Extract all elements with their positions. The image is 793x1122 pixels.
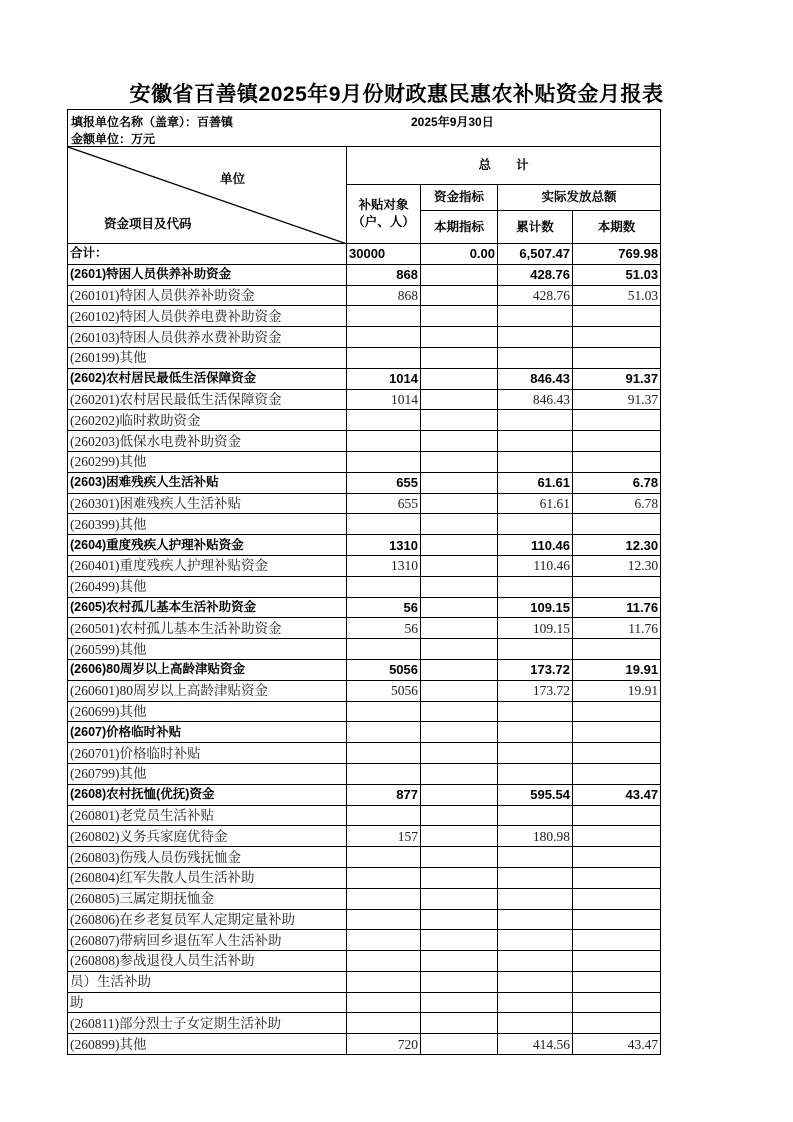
row-index <box>421 347 498 368</box>
item-row <box>68 639 661 660</box>
row-targets <box>347 805 421 826</box>
row-cumulative: 173.72 <box>498 680 573 701</box>
row-index <box>421 909 498 930</box>
row-label: 员）生活补助 <box>68 971 347 992</box>
category-row <box>68 368 661 389</box>
row-index <box>421 826 498 847</box>
row-label: (260808)参战退役人员生活补助 <box>68 951 347 972</box>
header-current-index: 本期指标 <box>421 211 498 244</box>
item-row <box>68 951 661 972</box>
row-targets <box>347 888 421 909</box>
row-current <box>573 514 661 535</box>
row-targets <box>347 327 421 348</box>
row-label: (260301)困难残疾人生活补贴 <box>68 493 347 514</box>
item-row <box>68 618 661 639</box>
row-current: 6.78 <box>573 472 661 493</box>
row-targets <box>347 576 421 597</box>
row-targets <box>347 992 421 1013</box>
row-label: (260701)价格临时补贴 <box>68 743 347 764</box>
row-cumulative <box>498 763 573 784</box>
row-current <box>573 743 661 764</box>
row-targets: 157 <box>347 826 421 847</box>
row-current <box>573 971 661 992</box>
info-cell <box>68 110 661 147</box>
row-targets <box>347 306 421 327</box>
row-cumulative <box>498 930 573 951</box>
item-row <box>68 992 661 1013</box>
row-current <box>573 576 661 597</box>
row-index <box>421 930 498 951</box>
row-label: (2602)农村居民最低生活保障资金 <box>68 368 347 389</box>
total-cumulative: 6,507.47 <box>498 244 573 265</box>
row-cumulative: 180.98 <box>498 826 573 847</box>
item-row <box>68 327 661 348</box>
row-label: (2608)农村抚恤(优抚)资金 <box>68 784 347 805</box>
row-index <box>421 472 498 493</box>
row-cumulative: 173.72 <box>498 659 573 680</box>
row-cumulative <box>498 888 573 909</box>
row-cumulative <box>498 431 573 452</box>
row-current: 6.78 <box>573 493 661 514</box>
row-targets <box>347 847 421 868</box>
row-targets: 1014 <box>347 368 421 389</box>
row-index <box>421 306 498 327</box>
row-current <box>573 701 661 722</box>
row-current <box>573 826 661 847</box>
item-row <box>68 909 661 930</box>
row-cumulative <box>498 951 573 972</box>
row-current <box>573 639 661 660</box>
row-index <box>421 951 498 972</box>
row-label: (260599)其他 <box>68 639 347 660</box>
row-targets: 1310 <box>347 555 421 576</box>
row-index <box>421 992 498 1013</box>
row-current <box>573 930 661 951</box>
row-current: 12.30 <box>573 555 661 576</box>
row-targets <box>347 722 421 743</box>
row-cumulative: 414.56 <box>498 1034 573 1055</box>
header-current-period: 本期数 <box>573 211 661 244</box>
row-current <box>573 888 661 909</box>
row-index <box>421 847 498 868</box>
row-targets <box>347 701 421 722</box>
total-index: 0.00 <box>421 244 498 265</box>
row-cumulative <box>498 847 573 868</box>
row-index <box>421 1013 498 1034</box>
row-cumulative: 110.46 <box>498 535 573 556</box>
row-cumulative <box>498 1013 573 1034</box>
item-row <box>68 680 661 701</box>
row-targets: 720 <box>347 1034 421 1055</box>
row-label: (260102)特困人员供养电费补助资金 <box>68 306 347 327</box>
row-index <box>421 368 498 389</box>
item-row <box>68 451 661 472</box>
row-label: (260101)特困人员供养补助资金 <box>68 285 347 306</box>
row-label: (260899)其他 <box>68 1034 347 1055</box>
item-row <box>68 826 661 847</box>
row-cumulative: 61.61 <box>498 493 573 514</box>
item-row <box>68 1034 661 1055</box>
row-current <box>573 722 661 743</box>
header-unit: 单位 <box>220 172 246 186</box>
row-cumulative <box>498 451 573 472</box>
row-index <box>421 722 498 743</box>
row-index <box>421 618 498 639</box>
row-label: (260804)红军失散人员生活补助 <box>68 867 347 888</box>
row-targets: 877 <box>347 784 421 805</box>
row-label: (260103)特困人员供养水费补助资金 <box>68 327 347 348</box>
row-targets <box>347 867 421 888</box>
row-index <box>421 264 498 285</box>
row-label: (260601)80周岁以上高龄津贴资金 <box>68 680 347 701</box>
row-current <box>573 805 661 826</box>
item-row <box>68 389 661 410</box>
header-subsidy-target-unit: （户、人） <box>352 215 415 229</box>
row-cumulative: 61.61 <box>498 472 573 493</box>
row-current: 11.76 <box>573 597 661 618</box>
item-row <box>68 805 661 826</box>
item-row <box>68 763 661 784</box>
row-index <box>421 597 498 618</box>
row-cumulative <box>498 722 573 743</box>
row-label: (260803)伤残人员伤残抚恤金 <box>68 847 347 868</box>
row-targets <box>347 410 421 431</box>
row-index <box>421 659 498 680</box>
row-targets <box>347 763 421 784</box>
row-index <box>421 410 498 431</box>
report-sheet <box>67 109 659 1055</box>
row-cumulative <box>498 306 573 327</box>
row-index <box>421 514 498 535</box>
row-targets <box>347 971 421 992</box>
item-row <box>68 867 661 888</box>
total-label: 合计： <box>68 244 347 265</box>
item-row <box>68 847 661 868</box>
row-label: (260499)其他 <box>68 576 347 597</box>
row-label: (260201)农村居民最低生活保障资金 <box>68 389 347 410</box>
row-cumulative: 109.15 <box>498 618 573 639</box>
row-current <box>573 847 661 868</box>
row-current <box>573 1013 661 1034</box>
row-cumulative <box>498 743 573 764</box>
category-row <box>68 784 661 805</box>
row-targets: 868 <box>347 264 421 285</box>
row-current <box>573 867 661 888</box>
row-targets: 56 <box>347 618 421 639</box>
item-row <box>68 701 661 722</box>
header-subsidy-target-label: 补贴对象 <box>358 198 409 212</box>
item-row <box>68 285 661 306</box>
row-index <box>421 805 498 826</box>
row-index <box>421 639 498 660</box>
report-table <box>67 109 661 1055</box>
item-row <box>68 410 661 431</box>
diagonal-header-cell <box>68 147 347 244</box>
row-current: 19.91 <box>573 659 661 680</box>
row-targets <box>347 743 421 764</box>
row-current: 51.03 <box>573 285 661 306</box>
row-current <box>573 431 661 452</box>
category-row <box>68 535 661 556</box>
row-cumulative: 428.76 <box>498 264 573 285</box>
row-cumulative <box>498 805 573 826</box>
row-cumulative <box>498 410 573 431</box>
row-targets: 5056 <box>347 659 421 680</box>
row-label: (260199)其他 <box>68 347 347 368</box>
row-label: (2601)特困人员供养补助资金 <box>68 264 347 285</box>
row-cumulative <box>498 576 573 597</box>
item-row <box>68 971 661 992</box>
row-cumulative: 846.43 <box>498 368 573 389</box>
row-index <box>421 535 498 556</box>
row-current <box>573 306 661 327</box>
category-row <box>68 659 661 680</box>
row-current: 91.37 <box>573 368 661 389</box>
row-targets <box>347 514 421 535</box>
row-index <box>421 389 498 410</box>
row-targets: 5056 <box>347 680 421 701</box>
row-current: 91.37 <box>573 389 661 410</box>
row-current: 19.91 <box>573 680 661 701</box>
row-index <box>421 784 498 805</box>
row-label: (2604)重度残疾人护理补贴资金 <box>68 535 347 556</box>
row-index <box>421 1034 498 1055</box>
row-current <box>573 347 661 368</box>
total-row <box>68 244 661 265</box>
row-cumulative: 846.43 <box>498 389 573 410</box>
amount-unit: 金额单位：万元 <box>71 132 156 146</box>
row-index <box>421 888 498 909</box>
row-label: (260807)带病回乡退伍军人生活补助 <box>68 930 347 951</box>
total-targets: 30000 <box>347 244 421 265</box>
row-label: (2605)农村孤儿基本生活补助资金 <box>68 597 347 618</box>
row-current: 11.76 <box>573 618 661 639</box>
row-cumulative <box>498 909 573 930</box>
row-label: (260805)三属定期抚恤金 <box>68 888 347 909</box>
row-label: (260811)部分烈士子女定期生活补助 <box>68 1013 347 1034</box>
row-label: (260203)低保水电费补助资金 <box>68 431 347 452</box>
header-total: 总 计 <box>347 147 661 185</box>
row-index <box>421 867 498 888</box>
row-label: 助 <box>68 992 347 1013</box>
row-index <box>421 555 498 576</box>
row-targets: 868 <box>347 285 421 306</box>
row-cumulative <box>498 701 573 722</box>
row-targets <box>347 909 421 930</box>
row-targets <box>347 1013 421 1034</box>
item-row <box>68 930 661 951</box>
row-targets <box>347 451 421 472</box>
row-index <box>421 451 498 472</box>
row-label: (260806)在乡老复员军人定期定量补助 <box>68 909 347 930</box>
header-actual-total: 实际发放总额 <box>498 185 661 211</box>
header-row-1 <box>68 147 661 185</box>
category-row <box>68 264 661 285</box>
row-current: 51.03 <box>573 264 661 285</box>
row-cumulative <box>498 327 573 348</box>
row-current <box>573 451 661 472</box>
row-cumulative <box>498 867 573 888</box>
row-label: (260699)其他 <box>68 701 347 722</box>
header-fund-index: 资金指标 <box>421 185 498 211</box>
row-label: (260802)义务兵家庭优待金 <box>68 826 347 847</box>
row-targets <box>347 347 421 368</box>
row-index <box>421 493 498 514</box>
row-targets: 655 <box>347 493 421 514</box>
report-title: 安徽省百善镇2025年9月份财政惠民惠农补贴资金月报表 <box>129 83 664 106</box>
report-date: 2025年9月30日 <box>411 115 494 129</box>
row-current <box>573 763 661 784</box>
row-index <box>421 285 498 306</box>
row-label: (260501)农村孤儿基本生活补助资金 <box>68 618 347 639</box>
row-cumulative <box>498 992 573 1013</box>
row-label: (260401)重度残疾人护理补贴资金 <box>68 555 347 576</box>
item-row <box>68 431 661 452</box>
unit-name: 填报单位名称（盖章）：百善镇 <box>71 115 234 129</box>
item-row <box>68 743 661 764</box>
row-targets <box>347 639 421 660</box>
row-current <box>573 327 661 348</box>
row-index <box>421 971 498 992</box>
row-cumulative <box>498 347 573 368</box>
row-current <box>573 992 661 1013</box>
item-row <box>68 306 661 327</box>
row-label: (260299)其他 <box>68 451 347 472</box>
row-targets: 655 <box>347 472 421 493</box>
row-current <box>573 951 661 972</box>
row-label: (260202)临时救助资金 <box>68 410 347 431</box>
row-cumulative <box>498 514 573 535</box>
row-cumulative <box>498 971 573 992</box>
header-fund-item: 资金项目及代码 <box>104 217 192 231</box>
row-current <box>573 410 661 431</box>
row-label: (260801)老党员生活补贴 <box>68 805 347 826</box>
header-subsidy-target <box>347 185 421 244</box>
row-current <box>573 909 661 930</box>
row-index <box>421 763 498 784</box>
header-cumulative: 累计数 <box>498 211 573 244</box>
item-row <box>68 347 661 368</box>
item-row <box>68 514 661 535</box>
item-row <box>68 576 661 597</box>
row-current: 43.47 <box>573 784 661 805</box>
category-row <box>68 722 661 743</box>
row-index <box>421 576 498 597</box>
row-targets: 1310 <box>347 535 421 556</box>
item-row <box>68 555 661 576</box>
category-row <box>68 472 661 493</box>
item-row <box>68 888 661 909</box>
row-targets: 1014 <box>347 389 421 410</box>
row-current: 43.47 <box>573 1034 661 1055</box>
item-row <box>68 493 661 514</box>
row-targets <box>347 930 421 951</box>
row-label: (260799)其他 <box>68 763 347 784</box>
row-index <box>421 743 498 764</box>
row-index <box>421 701 498 722</box>
row-index <box>421 680 498 701</box>
row-current: 12.30 <box>573 535 661 556</box>
row-index <box>421 327 498 348</box>
row-label: (2603)困难残疾人生活补贴 <box>68 472 347 493</box>
category-row <box>68 597 661 618</box>
row-label: (2606)80周岁以上高龄津贴资金 <box>68 659 347 680</box>
total-current: 769.98 <box>573 244 661 265</box>
row-cumulative: 428.76 <box>498 285 573 306</box>
row-targets: 56 <box>347 597 421 618</box>
row-index <box>421 431 498 452</box>
row-targets <box>347 951 421 972</box>
row-cumulative: 109.15 <box>498 597 573 618</box>
row-cumulative <box>498 639 573 660</box>
row-targets <box>347 431 421 452</box>
info-row <box>68 110 661 147</box>
row-cumulative: 110.46 <box>498 555 573 576</box>
row-cumulative: 595.54 <box>498 784 573 805</box>
row-label: (2607)价格临时补贴 <box>68 722 347 743</box>
item-row <box>68 1013 661 1034</box>
row-label: (260399)其他 <box>68 514 347 535</box>
